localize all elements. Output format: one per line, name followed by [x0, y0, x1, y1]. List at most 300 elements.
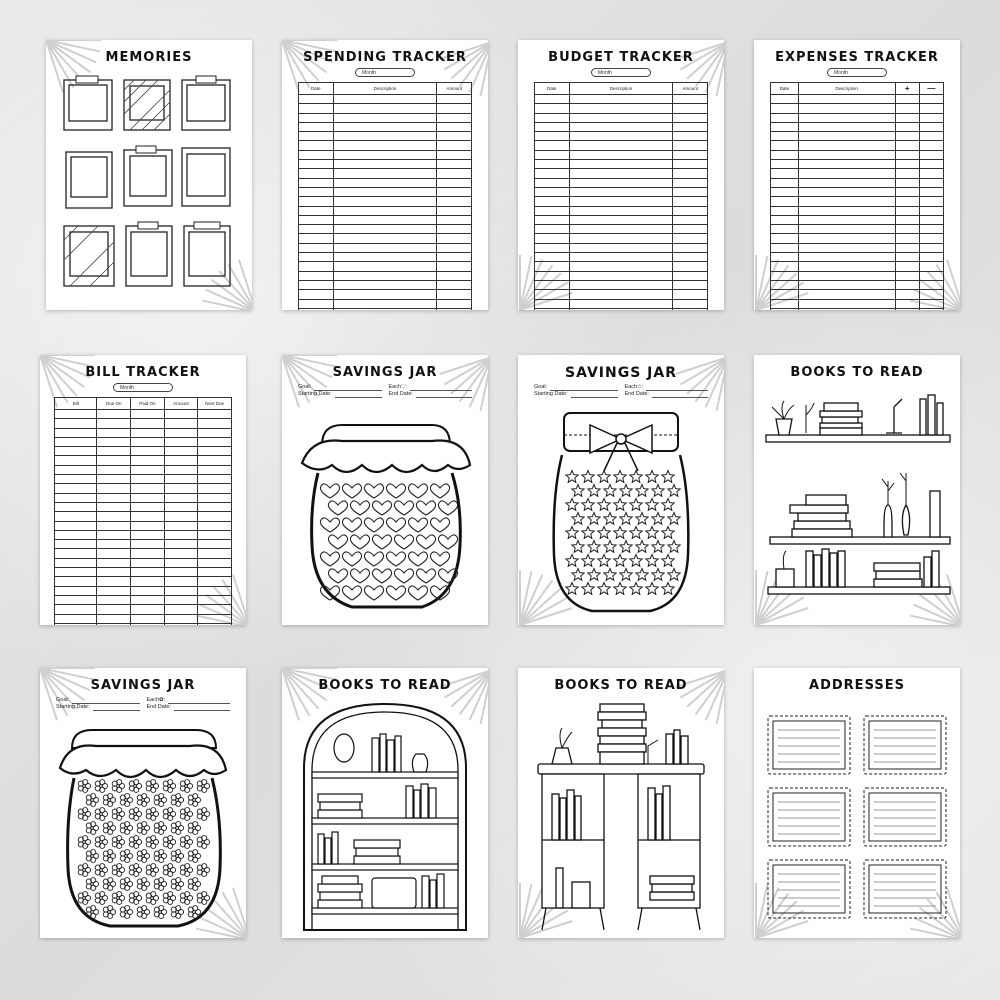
table-cell[interactable] [437, 187, 472, 196]
table-cell[interactable] [798, 187, 895, 196]
table-cell[interactable] [569, 178, 673, 187]
table-cell[interactable] [919, 271, 943, 280]
table-cell[interactable] [437, 150, 472, 159]
table-cell[interactable] [771, 169, 799, 178]
table-cell[interactable] [198, 512, 232, 521]
table-cell[interactable] [798, 160, 895, 169]
table-cell[interactable] [131, 419, 165, 428]
table-cell[interactable] [55, 586, 97, 595]
table-cell[interactable] [55, 484, 97, 493]
table-cell[interactable] [333, 215, 437, 224]
table-cell[interactable] [55, 512, 97, 521]
table-cell[interactable] [437, 104, 472, 113]
table-cell[interactable] [299, 299, 334, 308]
table-cell[interactable] [198, 419, 232, 428]
table-cell[interactable] [569, 95, 673, 104]
table-cell[interactable] [569, 290, 673, 299]
table-cell[interactable] [535, 290, 570, 299]
table-cell[interactable] [97, 465, 131, 474]
table-cell[interactable] [673, 141, 708, 150]
table-cell[interactable] [895, 113, 919, 122]
table-cell[interactable] [198, 530, 232, 539]
table-cell[interactable] [771, 197, 799, 206]
table-cell[interactable] [895, 122, 919, 131]
table-cell[interactable] [798, 132, 895, 141]
table-cell[interactable] [437, 262, 472, 271]
table-cell[interactable] [333, 290, 437, 299]
table-cell[interactable] [437, 271, 472, 280]
table-cell[interactable] [333, 280, 437, 289]
table-cell[interactable] [97, 530, 131, 539]
table-cell[interactable] [437, 197, 472, 206]
table-cell[interactable] [437, 122, 472, 131]
table-cell[interactable] [673, 169, 708, 178]
table-cell[interactable] [333, 308, 437, 310]
table-cell[interactable] [198, 614, 232, 623]
table-cell[interactable] [55, 614, 97, 623]
table-cell[interactable] [55, 549, 97, 558]
table-cell[interactable] [569, 122, 673, 131]
table-cell[interactable] [333, 132, 437, 141]
table-cell[interactable] [131, 484, 165, 493]
table-cell[interactable] [131, 512, 165, 521]
table-cell[interactable] [569, 132, 673, 141]
table-cell[interactable] [333, 262, 437, 271]
table-cell[interactable] [535, 178, 570, 187]
table-cell[interactable] [198, 595, 232, 604]
table-cell[interactable] [919, 141, 943, 150]
table-cell[interactable] [798, 253, 895, 262]
table-cell[interactable] [164, 512, 198, 521]
table-cell[interactable] [55, 437, 97, 446]
table-cell[interactable] [771, 178, 799, 187]
table-cell[interactable] [333, 150, 437, 159]
table-cell[interactable] [771, 271, 799, 280]
table-cell[interactable] [164, 586, 198, 595]
table-cell[interactable] [198, 586, 232, 595]
table-cell[interactable] [437, 308, 472, 310]
table-cell[interactable] [299, 271, 334, 280]
table-cell[interactable] [97, 521, 131, 530]
table-cell[interactable] [198, 410, 232, 419]
table-cell[interactable] [919, 150, 943, 159]
table-cell[interactable] [55, 605, 97, 614]
table-cell[interactable] [198, 568, 232, 577]
table-cell[interactable] [771, 262, 799, 271]
table-cell[interactable] [798, 141, 895, 150]
table-cell[interactable] [771, 104, 799, 113]
table-cell[interactable] [198, 456, 232, 465]
table-cell[interactable] [895, 243, 919, 252]
table-cell[interactable] [798, 197, 895, 206]
table-cell[interactable] [164, 605, 198, 614]
table-cell[interactable] [673, 113, 708, 122]
table-cell[interactable] [919, 206, 943, 215]
table-cell[interactable] [299, 215, 334, 224]
table-cell[interactable] [919, 243, 943, 252]
table-cell[interactable] [97, 410, 131, 419]
table-cell[interactable] [198, 428, 232, 437]
table-cell[interactable] [131, 447, 165, 456]
table-cell[interactable] [131, 540, 165, 549]
table-cell[interactable] [198, 605, 232, 614]
table-cell[interactable] [131, 614, 165, 623]
table-cell[interactable] [771, 187, 799, 196]
table-cell[interactable] [131, 586, 165, 595]
table-cell[interactable] [798, 113, 895, 122]
table-cell[interactable] [131, 530, 165, 539]
table-cell[interactable] [895, 280, 919, 289]
table-cell[interactable] [919, 299, 943, 308]
table-cell[interactable] [673, 234, 708, 243]
table-cell[interactable] [673, 95, 708, 104]
table-cell[interactable] [569, 160, 673, 169]
table-cell[interactable] [131, 605, 165, 614]
table-cell[interactable] [771, 225, 799, 234]
table-cell[interactable] [895, 215, 919, 224]
table-cell[interactable] [55, 595, 97, 604]
table-cell[interactable] [771, 160, 799, 169]
table-cell[interactable] [535, 215, 570, 224]
table-cell[interactable] [673, 215, 708, 224]
table-cell[interactable] [131, 465, 165, 474]
table-cell[interactable] [97, 447, 131, 456]
table-cell[interactable] [798, 290, 895, 299]
table-cell[interactable] [97, 493, 131, 502]
table-cell[interactable] [97, 540, 131, 549]
table-cell[interactable] [164, 502, 198, 511]
table-cell[interactable] [798, 206, 895, 215]
table-cell[interactable] [895, 271, 919, 280]
table-cell[interactable] [299, 262, 334, 271]
table-cell[interactable] [895, 299, 919, 308]
table-cell[interactable] [198, 465, 232, 474]
table-cell[interactable] [55, 540, 97, 549]
table-cell[interactable] [437, 243, 472, 252]
table-cell[interactable] [895, 150, 919, 159]
table-cell[interactable] [299, 95, 334, 104]
table-cell[interactable] [895, 132, 919, 141]
table-cell[interactable] [164, 540, 198, 549]
table-cell[interactable] [198, 493, 232, 502]
table-cell[interactable] [771, 290, 799, 299]
table-cell[interactable] [673, 178, 708, 187]
table-cell[interactable] [895, 234, 919, 243]
table-cell[interactable] [55, 502, 97, 511]
table-cell[interactable] [895, 169, 919, 178]
month-field[interactable]: Month [827, 68, 887, 77]
table-cell[interactable] [164, 493, 198, 502]
table-cell[interactable] [895, 95, 919, 104]
table-cell[interactable] [97, 475, 131, 484]
table-cell[interactable] [895, 290, 919, 299]
table-cell[interactable] [164, 437, 198, 446]
table-cell[interactable] [333, 141, 437, 150]
table-cell[interactable] [437, 206, 472, 215]
table-cell[interactable] [437, 299, 472, 308]
table-cell[interactable] [164, 475, 198, 484]
table-cell[interactable] [333, 178, 437, 187]
table-cell[interactable] [919, 95, 943, 104]
table-cell[interactable] [55, 521, 97, 530]
table-cell[interactable] [198, 502, 232, 511]
table-cell[interactable] [798, 280, 895, 289]
table-cell[interactable] [673, 290, 708, 299]
table-cell[interactable] [673, 150, 708, 159]
table-cell[interactable] [437, 234, 472, 243]
table-cell[interactable] [97, 502, 131, 511]
table-cell[interactable] [164, 484, 198, 493]
month-field[interactable]: Month [355, 68, 415, 77]
table-cell[interactable] [437, 160, 472, 169]
table-cell[interactable] [895, 178, 919, 187]
table-cell[interactable] [97, 437, 131, 446]
table-cell[interactable] [535, 113, 570, 122]
table-cell[interactable] [437, 290, 472, 299]
table-cell[interactable] [333, 253, 437, 262]
table-cell[interactable] [299, 253, 334, 262]
month-field[interactable]: Month [113, 383, 173, 392]
table-cell[interactable] [919, 308, 943, 310]
table-cell[interactable] [299, 113, 334, 122]
table-cell[interactable] [131, 558, 165, 567]
table-cell[interactable] [569, 215, 673, 224]
table-cell[interactable] [895, 225, 919, 234]
table-cell[interactable] [673, 271, 708, 280]
table-cell[interactable] [771, 215, 799, 224]
table-cell[interactable] [798, 169, 895, 178]
table-cell[interactable] [535, 206, 570, 215]
table-cell[interactable] [895, 187, 919, 196]
table-cell[interactable] [164, 428, 198, 437]
table-cell[interactable] [895, 308, 919, 310]
table-cell[interactable] [673, 187, 708, 196]
table-cell[interactable] [569, 197, 673, 206]
table-cell[interactable] [55, 475, 97, 484]
table-cell[interactable] [333, 187, 437, 196]
table-cell[interactable] [535, 234, 570, 243]
table-cell[interactable] [535, 104, 570, 113]
table-cell[interactable] [919, 132, 943, 141]
table-cell[interactable] [535, 271, 570, 280]
table-cell[interactable] [919, 215, 943, 224]
table-cell[interactable] [198, 475, 232, 484]
table-cell[interactable] [333, 206, 437, 215]
table-cell[interactable] [198, 447, 232, 456]
table-cell[interactable] [299, 132, 334, 141]
table-cell[interactable] [569, 253, 673, 262]
table-cell[interactable] [919, 280, 943, 289]
table-cell[interactable] [164, 568, 198, 577]
table-cell[interactable] [333, 95, 437, 104]
table-cell[interactable] [895, 253, 919, 262]
table-cell[interactable] [798, 95, 895, 104]
table-cell[interactable] [771, 206, 799, 215]
table-cell[interactable] [437, 141, 472, 150]
table-cell[interactable] [798, 243, 895, 252]
table-cell[interactable] [535, 308, 570, 310]
table-cell[interactable] [771, 132, 799, 141]
table-cell[interactable] [535, 95, 570, 104]
table-cell[interactable] [569, 271, 673, 280]
table-cell[interactable] [771, 122, 799, 131]
table-cell[interactable] [164, 410, 198, 419]
table-cell[interactable] [569, 150, 673, 159]
table-cell[interactable] [333, 243, 437, 252]
table-cell[interactable] [673, 225, 708, 234]
table-cell[interactable] [55, 465, 97, 474]
table-cell[interactable] [164, 456, 198, 465]
table-cell[interactable] [198, 577, 232, 586]
table-cell[interactable] [771, 234, 799, 243]
table-cell[interactable] [131, 428, 165, 437]
table-cell[interactable] [919, 113, 943, 122]
table-cell[interactable] [798, 262, 895, 271]
table-cell[interactable] [198, 558, 232, 567]
table-cell[interactable] [771, 243, 799, 252]
table-cell[interactable] [673, 299, 708, 308]
table-cell[interactable] [535, 243, 570, 252]
table-cell[interactable] [55, 530, 97, 539]
table-cell[interactable] [131, 595, 165, 604]
table-cell[interactable] [55, 410, 97, 419]
table-cell[interactable] [55, 447, 97, 456]
table-cell[interactable] [131, 577, 165, 586]
table-cell[interactable] [164, 447, 198, 456]
table-cell[interactable] [895, 197, 919, 206]
table-cell[interactable] [673, 197, 708, 206]
table-cell[interactable] [771, 299, 799, 308]
table-cell[interactable] [535, 160, 570, 169]
table-cell[interactable] [97, 456, 131, 465]
table-cell[interactable] [895, 206, 919, 215]
table-cell[interactable] [673, 262, 708, 271]
table-cell[interactable] [333, 122, 437, 131]
table-cell[interactable] [673, 280, 708, 289]
table-cell[interactable] [97, 512, 131, 521]
table-cell[interactable] [569, 141, 673, 150]
table-cell[interactable] [673, 122, 708, 131]
table-cell[interactable] [798, 150, 895, 159]
table-cell[interactable] [55, 456, 97, 465]
table-cell[interactable] [535, 132, 570, 141]
table-cell[interactable] [437, 178, 472, 187]
table-cell[interactable] [299, 225, 334, 234]
table-cell[interactable] [919, 104, 943, 113]
table-cell[interactable] [673, 132, 708, 141]
table-cell[interactable] [535, 280, 570, 289]
table-cell[interactable] [535, 169, 570, 178]
table-cell[interactable] [131, 549, 165, 558]
table-cell[interactable] [798, 234, 895, 243]
table-cell[interactable] [798, 299, 895, 308]
table-cell[interactable] [97, 419, 131, 428]
table-cell[interactable] [771, 141, 799, 150]
table-cell[interactable] [333, 169, 437, 178]
table-cell[interactable] [798, 178, 895, 187]
table-cell[interactable] [164, 623, 198, 625]
table-cell[interactable] [299, 122, 334, 131]
table-cell[interactable] [569, 169, 673, 178]
table-cell[interactable] [164, 558, 198, 567]
table-cell[interactable] [299, 234, 334, 243]
table-cell[interactable] [198, 623, 232, 625]
table-cell[interactable] [97, 595, 131, 604]
table-cell[interactable] [299, 187, 334, 196]
table-cell[interactable] [535, 225, 570, 234]
table-cell[interactable] [55, 623, 97, 625]
table-cell[interactable] [97, 428, 131, 437]
table-cell[interactable] [798, 308, 895, 310]
table-cell[interactable] [131, 521, 165, 530]
table-cell[interactable] [131, 502, 165, 511]
table-cell[interactable] [535, 299, 570, 308]
table-cell[interactable] [895, 141, 919, 150]
table-cell[interactable] [164, 419, 198, 428]
table-cell[interactable] [131, 493, 165, 502]
table-cell[interactable] [299, 178, 334, 187]
table-cell[interactable] [164, 595, 198, 604]
table-cell[interactable] [569, 280, 673, 289]
table-cell[interactable] [164, 521, 198, 530]
table-cell[interactable] [97, 568, 131, 577]
table-cell[interactable] [437, 253, 472, 262]
table-cell[interactable] [299, 197, 334, 206]
table-cell[interactable] [919, 253, 943, 262]
table-cell[interactable] [919, 169, 943, 178]
table-cell[interactable] [919, 262, 943, 271]
table-cell[interactable] [919, 178, 943, 187]
table-cell[interactable] [771, 150, 799, 159]
table-cell[interactable] [569, 308, 673, 310]
table-cell[interactable] [919, 122, 943, 131]
table-cell[interactable] [55, 493, 97, 502]
table-cell[interactable] [437, 95, 472, 104]
table-cell[interactable] [333, 104, 437, 113]
table-cell[interactable] [569, 113, 673, 122]
table-cell[interactable] [919, 225, 943, 234]
table-cell[interactable] [299, 104, 334, 113]
table-cell[interactable] [97, 484, 131, 493]
table-cell[interactable] [771, 253, 799, 262]
table-cell[interactable] [299, 206, 334, 215]
table-cell[interactable] [198, 549, 232, 558]
table-cell[interactable] [55, 577, 97, 586]
table-cell[interactable] [569, 206, 673, 215]
table-cell[interactable] [97, 586, 131, 595]
table-cell[interactable] [55, 428, 97, 437]
table-cell[interactable] [437, 280, 472, 289]
table-cell[interactable] [299, 141, 334, 150]
table-cell[interactable] [798, 225, 895, 234]
table-cell[interactable] [333, 234, 437, 243]
table-cell[interactable] [164, 577, 198, 586]
table-cell[interactable] [673, 308, 708, 310]
table-cell[interactable] [333, 113, 437, 122]
table-cell[interactable] [569, 234, 673, 243]
table-cell[interactable] [919, 160, 943, 169]
table-cell[interactable] [55, 419, 97, 428]
table-cell[interactable] [437, 132, 472, 141]
table-cell[interactable] [97, 549, 131, 558]
table-cell[interactable] [131, 568, 165, 577]
table-cell[interactable] [299, 150, 334, 159]
table-cell[interactable] [131, 437, 165, 446]
table-cell[interactable] [97, 577, 131, 586]
table-cell[interactable] [198, 437, 232, 446]
table-cell[interactable] [299, 308, 334, 310]
table-cell[interactable] [535, 122, 570, 131]
